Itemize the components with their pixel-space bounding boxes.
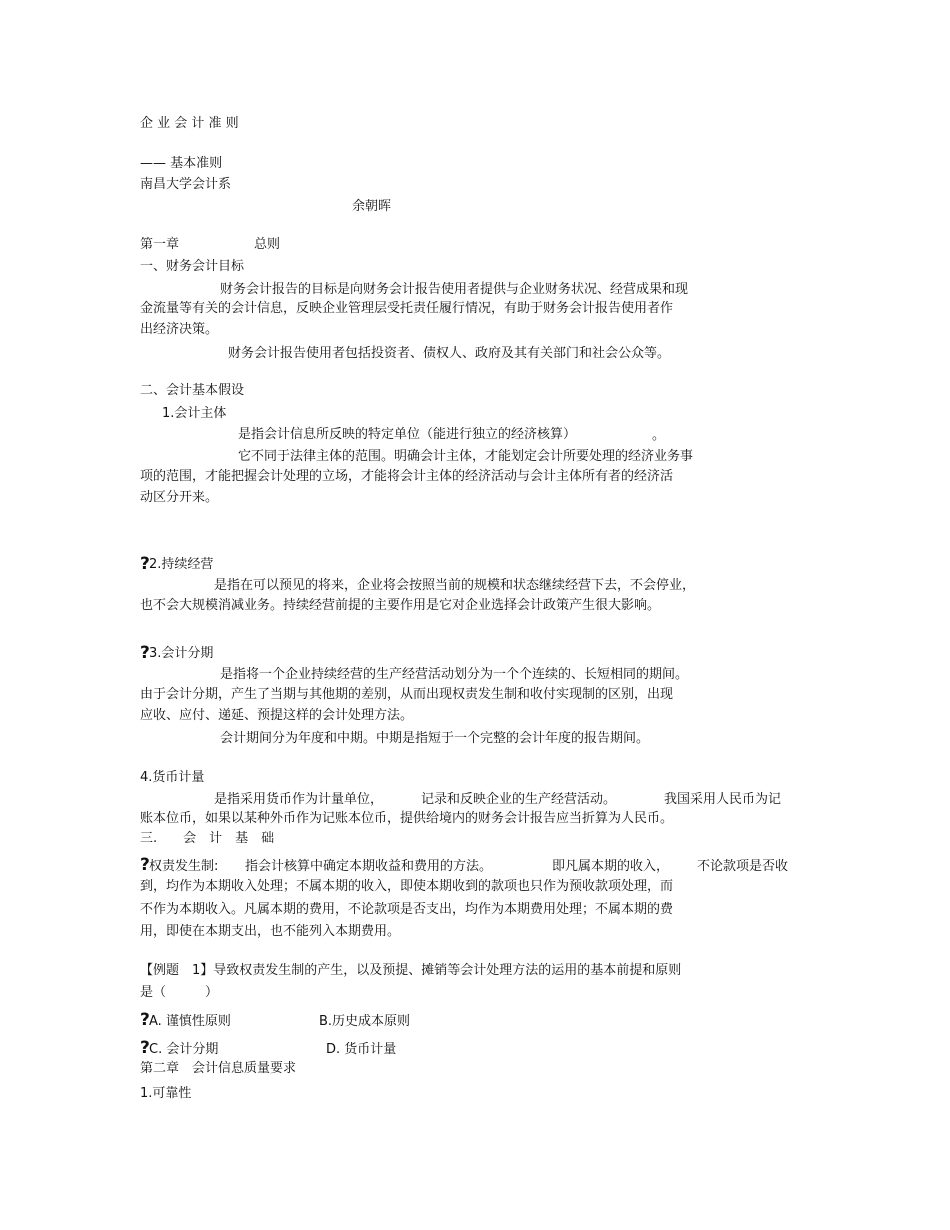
section-1-paragraph-line: 财务会计报告的目标是向财务会计报告使用者提供与企业财务状况、经营成果和现 xyxy=(220,282,689,297)
question-mark-icon: ? xyxy=(140,1038,150,1058)
document-subtitle: —— 基本准则 xyxy=(140,156,223,171)
accrual-basis-text: 指会计核算中确定本期收益和费用的方法。 xyxy=(245,859,493,874)
chapter-2-item-1: 1.可靠性 xyxy=(140,1086,192,1101)
assumption-1-paragraph-line: 它不同于法律主体的范围。明确会计主体，才能划定会计所要处理的经济业务事 xyxy=(238,449,694,464)
assumption-4-heading: 4.货币计量 xyxy=(140,770,205,785)
section-1-paragraph-line: 出经济决策。 xyxy=(140,322,219,337)
question-mark-icon: ? xyxy=(140,1010,150,1030)
author: 余朝晖 xyxy=(352,199,392,214)
assumption-3-paragraph-line: 由于会计分期，产生了当期与其他期的差别，从而出现权责发生制和收付实现制的区别，出现 xyxy=(140,687,674,702)
assumption-1-paragraph-line: 动区分开来。 xyxy=(140,490,219,505)
option-c: C. 会计分期 xyxy=(149,1042,219,1057)
document-title: 企 业 会 计 准 则 xyxy=(140,116,239,131)
assumption-4-line-part: 是指采用货币作为计量单位， xyxy=(214,792,384,807)
option-d: D. 货币计量 xyxy=(326,1042,397,1057)
accrual-basis-line: 不作为本期收入。凡属本期的费用，不论款项是否支出，均作为本期费用处理；不属本期的费 xyxy=(140,902,674,917)
option-b: B.历史成本原则 xyxy=(319,1014,411,1029)
chapter-1-number: 第一章 xyxy=(140,237,180,252)
section-3-heading: 三. 会 计 基 础 xyxy=(140,831,275,846)
assumption-4-line-part: 记录和反映企业的生产经营活动。 xyxy=(421,792,617,807)
chapter-1-name: 总则 xyxy=(254,237,281,252)
assumption-3-paragraph-2: 会计期间分为年度和中期。中期是指短于一个完整的会计年度的报告期间。 xyxy=(220,731,650,746)
example-question-line: 【例题 1】导致权责发生制的产生，以及预提、摊销等会计处理方法的运用的基本前提和原则 xyxy=(140,963,682,978)
assumption-3-paragraph-line: 应收、应付、递延、预提这样的会计处理方法。 xyxy=(140,708,414,723)
accrual-basis-text: 即凡属本期的收入， xyxy=(552,859,670,874)
assumption-1-heading: 1.会计主体 xyxy=(162,406,227,421)
accrual-basis-line: 到，均作为本期收入处理；不属本期的收入，即使本期收到的款项也只作为预收款项处理，而 xyxy=(140,879,674,894)
assumption-2-paragraph-line: 也不会大规模消减业务。持续经营前提的主要作用是它对企业选择会计政策产生很大影响。 xyxy=(140,598,661,613)
assumption-1-paragraph-line: 项的范围，才能把握会计处理的立场，才能将会计主体的经济活动与会计主体所有者的经济活 xyxy=(140,469,674,484)
question-mark-icon: ? xyxy=(140,643,150,663)
example-question-line: 是（ ） xyxy=(140,985,219,1000)
section-2-heading: 二、会计基本假设 xyxy=(140,383,245,398)
assumption-1-definition: 是指会计信息所反映的特定单位（能进行独立的经济核算） xyxy=(238,427,577,442)
assumption-4-line-2: 账本位币，如果以某种外币作为记账本位币，提供给境内的财务会计报告应当折算为人民币。 xyxy=(140,811,674,826)
assumption-2-paragraph-line: 是指在可以预见的将来，企业将会按照当前的规模和状态继续经营下去，不会停业， xyxy=(214,578,696,593)
assumption-4-line-part: 我国采用人民币为记 xyxy=(664,792,782,807)
assumption-3-heading: 3.会计分期 xyxy=(149,646,214,661)
option-a: A. 谨慎性原则 xyxy=(149,1014,231,1029)
accrual-basis-label: 权责发生制: xyxy=(149,859,219,874)
question-mark-icon: ? xyxy=(140,554,150,574)
accrual-basis-line: 用，即使在本期支出，也不能列入本期费用。 xyxy=(140,924,401,939)
chapter-2-heading: 第二章 会计信息质量要求 xyxy=(140,1061,297,1076)
section-1-paragraph-line: 金流量等有关的会计信息，反映企业管理层受托责任履行情况，有助于财务会计报告使用者作 xyxy=(140,301,674,316)
question-mark-icon: ? xyxy=(140,855,150,875)
organization: 南昌大学会计系 xyxy=(140,177,232,192)
section-1-heading: 一、财务会计目标 xyxy=(140,259,245,274)
section-1-paragraph-2: 财务会计报告使用者包括投资者、债权人、政府及其有关部门和社会公众等。 xyxy=(228,346,671,361)
assumption-3-paragraph-line: 是指将一个企业持续经营的生产经营活动划分为一个个连续的、长短相同的期间。 xyxy=(220,667,689,682)
assumption-1-definition-end: 。 xyxy=(652,428,666,443)
accrual-basis-text: 不论款项是否收 xyxy=(697,859,789,874)
assumption-2-heading: 2.持续经营 xyxy=(149,557,214,572)
